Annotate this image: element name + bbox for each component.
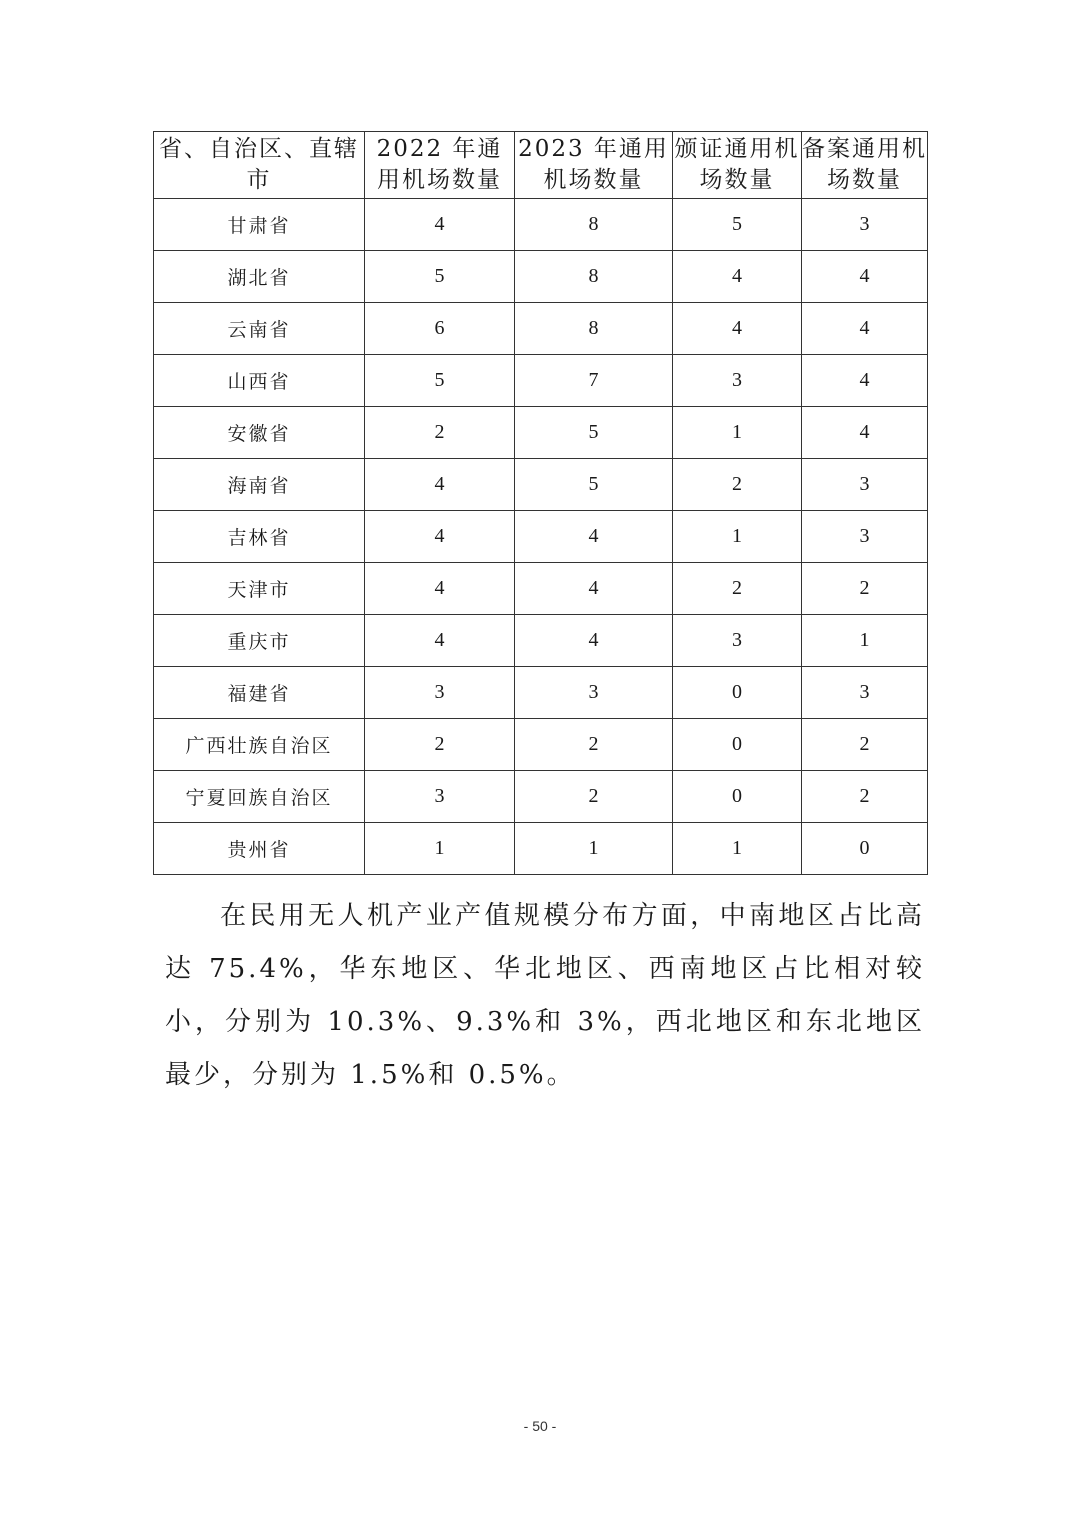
cell-province: 广西壮族自治区 (154, 719, 365, 771)
table-row (154, 251, 928, 303)
cell-registered-count: 3 (802, 199, 928, 251)
cell-2022-count: 4 (365, 511, 515, 563)
cell-2022-count: 1 (365, 823, 515, 875)
table-row (154, 771, 928, 823)
cell-certified-count: 4 (673, 251, 802, 303)
cell-2023-count: 5 (515, 407, 673, 459)
cell-certified-count: 3 (673, 355, 802, 407)
header-registered-count: 备案通用机场数量 (802, 132, 928, 199)
cell-province: 宁夏回族自治区 (154, 771, 365, 823)
cell-province: 湖北省 (154, 251, 365, 303)
cell-registered-count: 2 (802, 563, 928, 615)
table-body (154, 199, 928, 875)
table-row (154, 615, 928, 667)
header-row (154, 132, 928, 199)
cell-province: 云南省 (154, 303, 365, 355)
cell-2022-count: 2 (365, 719, 515, 771)
cell-2022-count: 4 (365, 563, 515, 615)
table-row (154, 303, 928, 355)
table-row (154, 407, 928, 459)
cell-registered-count: 2 (802, 771, 928, 823)
cell-province: 山西省 (154, 355, 365, 407)
header-2023-count: 2023 年通用机场数量 (515, 132, 673, 199)
airport-table (153, 131, 928, 875)
cell-certified-count: 2 (673, 459, 802, 511)
cell-2023-count: 2 (515, 719, 673, 771)
cell-2023-count: 4 (515, 563, 673, 615)
cell-registered-count: 2 (802, 719, 928, 771)
table-row (154, 459, 928, 511)
cell-2023-count: 8 (515, 251, 673, 303)
cell-2022-count: 4 (365, 615, 515, 667)
cell-certified-count: 3 (673, 615, 802, 667)
cell-certified-count: 1 (673, 407, 802, 459)
cell-2023-count: 5 (515, 459, 673, 511)
table-header (154, 132, 928, 199)
cell-certified-count: 1 (673, 511, 802, 563)
table-row (154, 199, 928, 251)
cell-registered-count: 4 (802, 355, 928, 407)
cell-2023-count: 2 (515, 771, 673, 823)
table-row (154, 719, 928, 771)
cell-certified-count: 0 (673, 719, 802, 771)
cell-2022-count: 3 (365, 667, 515, 719)
cell-province: 福建省 (154, 667, 365, 719)
cell-registered-count: 0 (802, 823, 928, 875)
cell-province: 天津市 (154, 563, 365, 615)
table-row (154, 667, 928, 719)
page-number: - 50 - (523, 1418, 557, 1434)
cell-province: 吉林省 (154, 511, 365, 563)
cell-2023-count: 3 (515, 667, 673, 719)
cell-2023-count: 8 (515, 303, 673, 355)
cell-certified-count: 5 (673, 199, 802, 251)
cell-certified-count: 1 (673, 823, 802, 875)
cell-registered-count: 3 (802, 511, 928, 563)
cell-province: 甘肃省 (154, 199, 365, 251)
body-paragraph: 在民用无人机产业产值规模分布方面，中南地区占比高达 75.4%，华东地区、华北地区、西南地区占比相对较小，分别为 10.3%、9.3%和 3%，西北地区和东北地区最少，分别为 1.5%和 0.5%。 (165, 901, 925, 1090)
cell-province: 贵州省 (154, 823, 365, 875)
cell-2022-count: 5 (365, 355, 515, 407)
header-2022-count: 2022 年通用机场数量 (365, 132, 515, 199)
cell-2022-count: 6 (365, 303, 515, 355)
cell-registered-count: 4 (802, 251, 928, 303)
cell-certified-count: 0 (673, 667, 802, 719)
cell-2023-count: 1 (515, 823, 673, 875)
table-row (154, 823, 928, 875)
table-row (154, 511, 928, 563)
table-row (154, 563, 928, 615)
header-certified-count: 颁证通用机场数量 (673, 132, 802, 199)
cell-2022-count: 4 (365, 459, 515, 511)
cell-province: 重庆市 (154, 615, 365, 667)
cell-certified-count: 4 (673, 303, 802, 355)
cell-registered-count: 4 (802, 407, 928, 459)
table-row (154, 355, 928, 407)
cell-province: 海南省 (154, 459, 365, 511)
cell-2023-count: 4 (515, 615, 673, 667)
cell-certified-count: 0 (673, 771, 802, 823)
cell-2022-count: 3 (365, 771, 515, 823)
cell-certified-count: 2 (673, 563, 802, 615)
cell-registered-count: 4 (802, 303, 928, 355)
cell-registered-count: 3 (802, 459, 928, 511)
cell-2023-count: 4 (515, 511, 673, 563)
header-province: 省、自治区、直辖市 (154, 132, 365, 199)
cell-2022-count: 2 (365, 407, 515, 459)
cell-province: 安徽省 (154, 407, 365, 459)
cell-2022-count: 4 (365, 199, 515, 251)
cell-registered-count: 3 (802, 667, 928, 719)
cell-registered-count: 1 (802, 615, 928, 667)
cell-2023-count: 8 (515, 199, 673, 251)
cell-2022-count: 5 (365, 251, 515, 303)
cell-2023-count: 7 (515, 355, 673, 407)
